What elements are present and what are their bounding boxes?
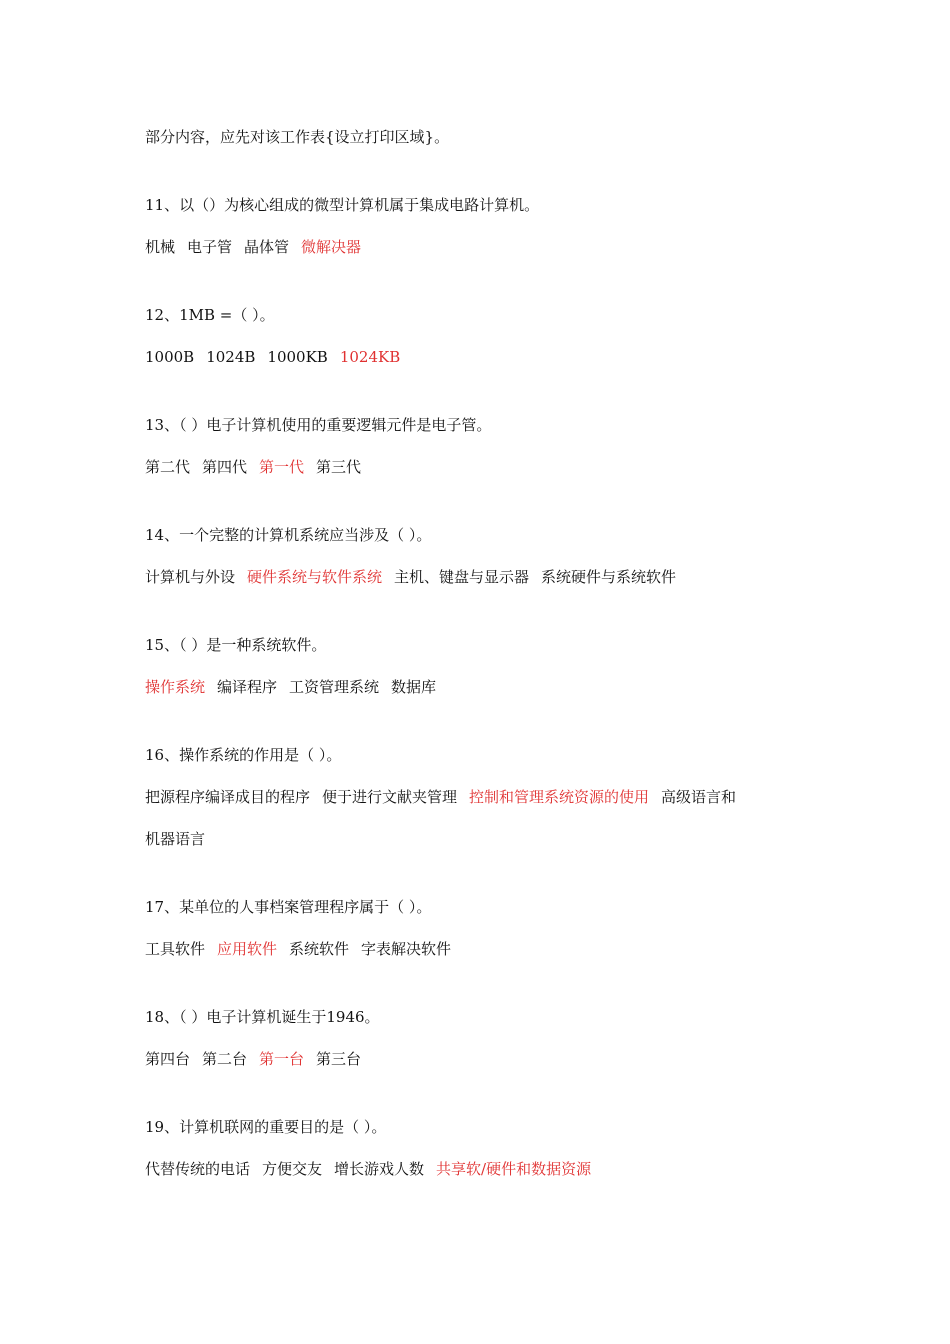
question-19: 19、计算机联网的重要目的是（ ）。: [145, 1118, 387, 1136]
correct-option: 1024KB: [339, 348, 401, 366]
option: 数据库: [391, 678, 437, 696]
correct-option: 操作系统: [145, 678, 206, 696]
option: 第四台: [145, 1050, 191, 1068]
option: 方便交友: [262, 1160, 323, 1178]
question-18: 18、（ ）电子计算机诞生于1946。: [145, 1008, 380, 1026]
option: 第二台: [202, 1050, 248, 1068]
options-15: [145, 676, 448, 698]
option: 代替传统的电话: [145, 1160, 251, 1178]
option: 高级语言和: [661, 788, 737, 806]
option: 晶体管: [244, 238, 290, 256]
option: 机械: [145, 238, 176, 256]
option: 系统软件: [289, 940, 350, 958]
option: 第四代: [202, 458, 248, 476]
option: 1000KB: [267, 348, 328, 366]
options-18: [145, 1048, 373, 1070]
question-15: 15、（ ）是一种系统软件。: [145, 636, 327, 654]
question-17: 17、某单位的人事档案管理程序属于（ ）。: [145, 898, 432, 916]
correct-option: 第一代: [259, 458, 305, 476]
option: 第三台: [316, 1050, 362, 1068]
question-14: 14、一个完整的计算机系统应当涉及（ ）。: [145, 526, 432, 544]
question-13: 13、（ ）电子计算机使用的重要逻辑元件是电子管。: [145, 416, 492, 434]
question-12: 12、1MB =（ ）。: [145, 306, 275, 324]
correct-option: 控制和管理系统资源的使用: [469, 788, 650, 806]
option: 1024B: [206, 348, 256, 366]
option: 系统硬件与系统软件: [541, 568, 677, 586]
option: 1000B: [145, 348, 195, 366]
option: 第二代: [145, 458, 191, 476]
option: 工具软件: [145, 940, 206, 958]
option: 电子管: [187, 238, 233, 256]
option: 工资管理系统: [289, 678, 380, 696]
option: 主机、键盘与显示器: [394, 568, 530, 586]
options-16: [145, 786, 748, 808]
intro-line: 部分内容，应先对该工作表{设立打印区域}。: [145, 128, 450, 146]
option: 便于进行文献夹管理: [322, 788, 458, 806]
correct-option: 应用软件: [217, 940, 278, 958]
option: 编译程序: [217, 678, 278, 696]
option: 计算机与外设: [145, 568, 236, 586]
options-13: [145, 456, 373, 478]
option: 增长游戏人数: [334, 1160, 425, 1178]
options-17: [145, 938, 463, 960]
options-14: [145, 566, 688, 588]
correct-option: 共享软/硬件和数据资源: [436, 1160, 592, 1178]
options-19: [145, 1158, 603, 1180]
option: 把源程序编译成目的程序: [145, 788, 311, 806]
option: 字表解决软件: [361, 940, 452, 958]
options-16-continuation: 机器语言: [145, 830, 206, 848]
options-12: [145, 346, 412, 368]
correct-option: 硬件系统与软件系统: [247, 568, 383, 586]
question-16: 16、操作系统的作用是（ ）。: [145, 746, 342, 764]
correct-option: 微解决器: [301, 238, 362, 256]
question-11: 11、以（）为核心组成的微型计算机属于集成电路计算机。: [145, 196, 540, 214]
options-11: [145, 236, 373, 258]
option: 第三代: [316, 458, 362, 476]
correct-option: 第一台: [259, 1050, 305, 1068]
